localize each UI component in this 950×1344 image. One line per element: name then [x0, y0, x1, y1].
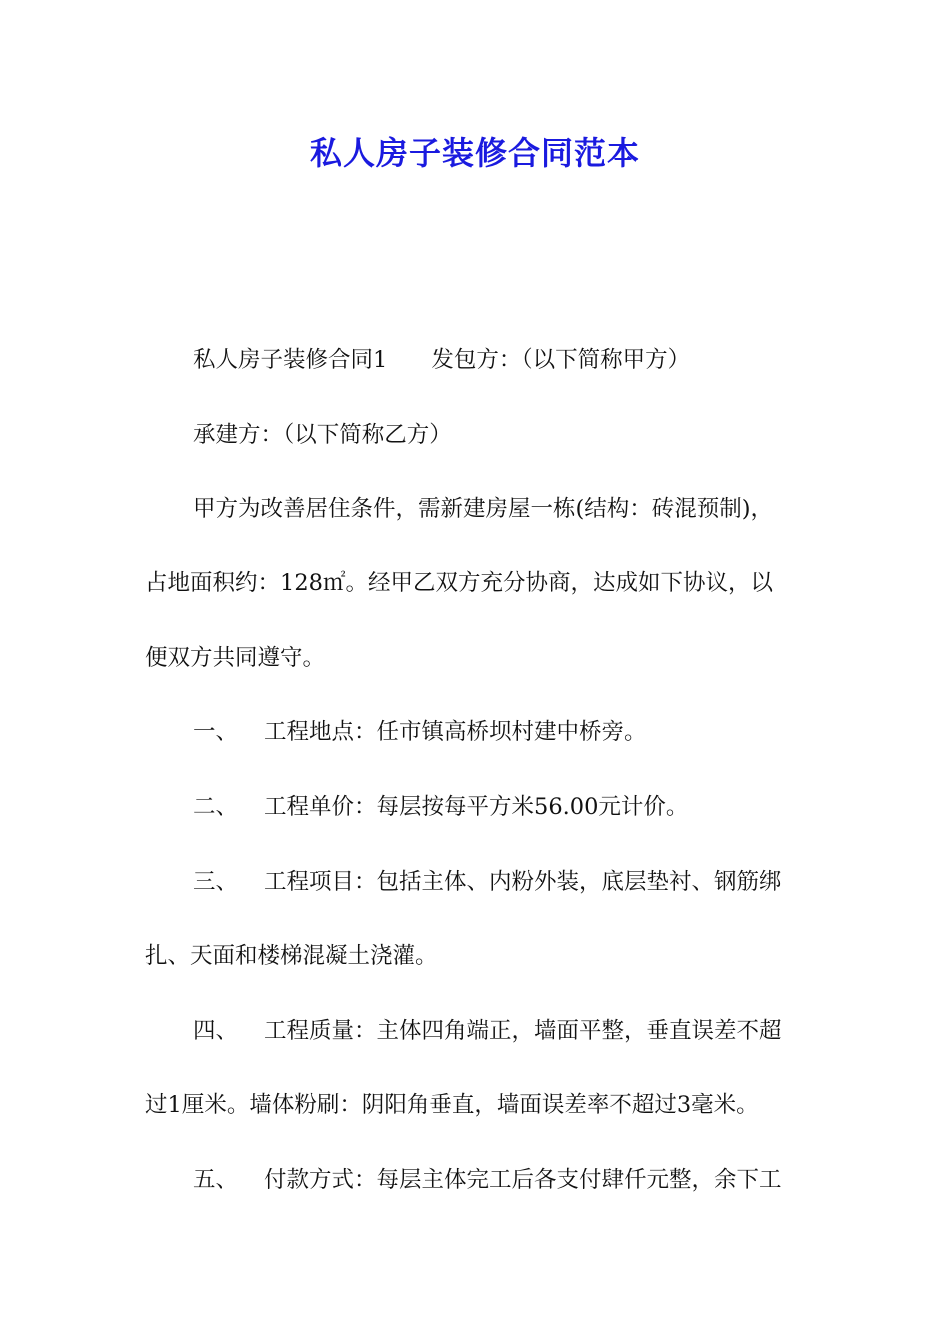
clause-text: 工程地点：任市镇高桥坝村建中桥旁。 [264, 719, 647, 745]
employer-label: 发包方：（以下简称甲方） [431, 347, 691, 373]
contract-name: 私人房子装修合同1 [193, 347, 388, 373]
clause-text: 工程质量：主体四角端正，墙面平整，垂直误差不超 [264, 1018, 782, 1044]
contract-header-line [145, 345, 873, 375]
clause-text: 工程项目：包括主体、内粉外装，底层垫衬、钢筋绑 [264, 869, 782, 895]
document-title: 私人房子装修合同范本 [309, 134, 640, 172]
clause-1 [145, 717, 873, 747]
clause-4 [145, 1016, 873, 1046]
paragraph-line: 扎、天面和楼梯混凝土浇灌。 [145, 943, 438, 969]
paragraph-line: 过1厘米。墙体粉刷：阴阳角垂直，墙面误差率不超过3毫米。 [145, 1092, 759, 1118]
clause-5 [145, 1165, 873, 1195]
paragraph-line: 占地面积约：128㎡。经甲乙双方充分协商，达成如下协议，以 [145, 570, 773, 596]
paragraph-line: 甲方为改善居住条件，需新建房屋一栋(结构：砖混预制)， [193, 496, 774, 522]
contractor-label: 承建方：（以下简称乙方） [193, 422, 452, 448]
clause-number: 四、 [193, 1018, 239, 1044]
clause-3 [145, 867, 873, 897]
clause-text: 工程单价：每层按每平方米56.00元计价。 [264, 794, 689, 820]
paragraph-line: 便双方共同遵守。 [145, 645, 326, 671]
clause-number: 二、 [193, 794, 239, 820]
clause-number: 三、 [193, 869, 239, 895]
clause-number: 五、 [193, 1167, 239, 1193]
clause-text: 付款方式：每层主体完工后各支付肆仟元整，余下工 [264, 1167, 782, 1193]
clause-number: 一、 [193, 719, 239, 745]
clause-2 [145, 792, 873, 822]
